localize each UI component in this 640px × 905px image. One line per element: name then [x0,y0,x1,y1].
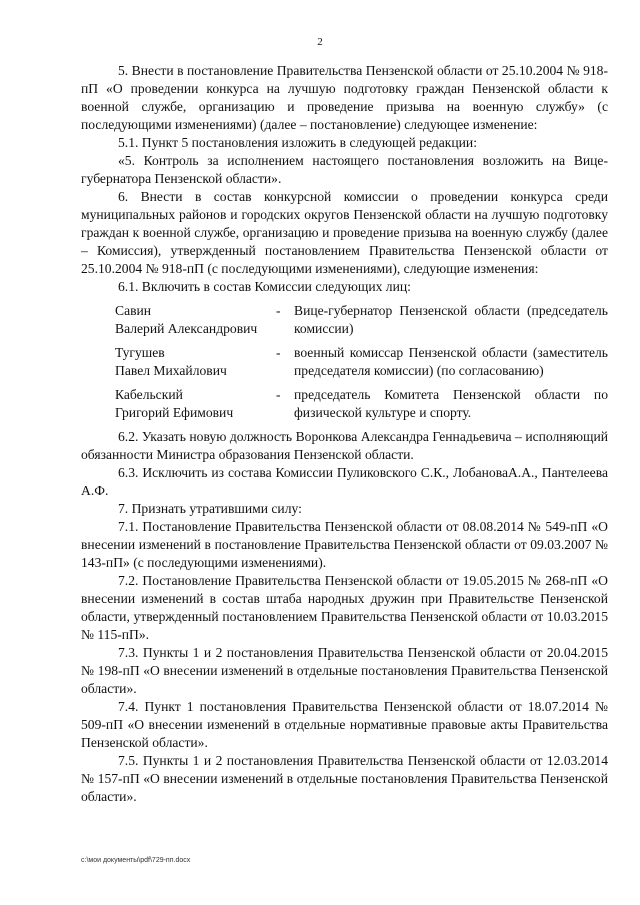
member-given-names: Валерий Александрович [115,321,258,336]
document-body [81,62,608,806]
commission-member [115,386,608,422]
paragraph-6-1: 6.1. Включить в состав Комиссии следующих лиц: [118,279,411,294]
paragraph-6-2: 6.2. Указать новую должность Воронкова Александра Геннадьевича – исполняющий обязанности Министра образования Пензенской области. [81,429,608,462]
paragraph-6-3: 6.3. Исключить из состава Комиссии Пуликовского С.К., ЛобановаА.А., Пантелеева А.Ф. [81,465,608,498]
paragraph-5-1: 5.1. Пункт 5 постановления изложить в следующей редакции: [118,135,477,150]
document-file-path: c:\мои документы\pdf\729-пп.docx [81,857,191,864]
paragraph-6: 6. Внести в состав конкурсной комиссии о проведении конкурса среди муниципальных районов и городских округов Пензенской области на лучшую подготовку граждан к военной службе, организацию и проведение призыва на военную службу (далее – Комиссия), утвержденный постановлением Правительства Пензенской области от 25.10.2004 № 918-пП (с последующими изменениями), следующие изменения: [81,189,608,276]
paragraph-7-3: 7.3. Пункты 1 и 2 постановления Правительства Пензенской области от 20.04.2015 № 198-пП «О внесении изменений в отдельные постановления Правительства Пензенской области». [81,645,608,696]
member-surname: Кабельский [115,387,183,402]
commission-member-list [115,302,608,422]
paragraph-7-2: 7.2. Постановление Правительства Пензенской области от 19.05.2015 № 268-пП «О внесении изменений в состав штаба народных дружин при Правительстве Пензенской области, утвержденный постановлением Правительства Пензенской области от 10.03.2015 № 115-пП». [81,573,608,642]
paragraph-5: 5. Внести в постановление Правительства Пензенской области от 25.10.2004 № 918-пП «О проведении конкурса на лучшую подготовку граждан Пензенской области к военной службе, организацию и проведение призыва на военную службу» (с последующими изменениями) (далее – постановление) следующее изменение: [81,63,608,132]
page-number: 2 [317,36,323,48]
member-dash: - [276,303,281,318]
commission-member [115,344,608,380]
member-given-names: Григорий Ефимович [115,405,234,420]
paragraph-7-5: 7.5. Пункты 1 и 2 постановления Правительства Пензенской области от 12.03.2014 № 157-пП «О внесении изменений в отдельные постановления Правительства Пензенской области». [81,753,608,804]
commission-member [115,302,608,338]
member-given-names: Павел Михайлович [115,363,227,378]
member-surname: Тугушев [115,345,165,360]
paragraph-7-4: 7.4. Пункт 1 постановления Правительства Пензенской области от 18.07.2014 № 509-пП «О внесении изменений в отдельные нормативные правовые акты Правительства Пензенской области». [81,699,608,750]
paragraph-7: 7. Признать утратившими силу: [118,501,302,516]
paragraph-5-quote: «5. Контроль за исполнением настоящего постановления возложить на Вице-губернатора Пензенской области». [81,153,608,186]
member-role: военный комиссар Пензенской области (заместитель председателя комиссии) (по согласованию) [294,345,608,378]
member-role: председатель Комитета Пензенской области по физической культуре и спорту. [294,387,608,420]
member-name [115,344,276,380]
member-role: Вице-губернатор Пензенской области (председатель комиссии) [294,303,608,336]
member-surname: Савин [115,303,152,318]
member-dash: - [276,345,281,360]
paragraph-7-1: 7.1. Постановление Правительства Пензенской области от 08.08.2014 № 549-пП «О внесении изменений в постановление Правительства Пензенской области от 09.03.2007 № 143-пП» (с последующими изменениями). [81,519,608,570]
member-name [115,302,276,338]
member-name [115,386,276,422]
member-dash: - [276,387,281,402]
